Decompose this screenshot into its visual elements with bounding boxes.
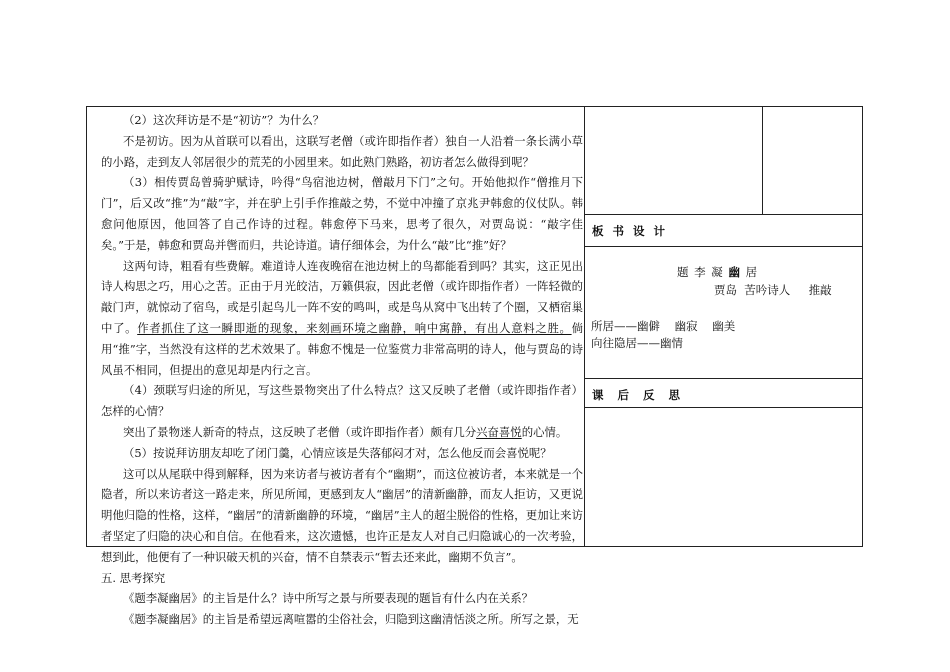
board-design-label: 板书设计 xyxy=(592,224,674,238)
poem-title-end: 居 xyxy=(740,265,759,279)
poem-title-bold: 幽 xyxy=(728,265,741,279)
answer-4-text: 突出了景物迷人新奇的特点，这反映了老僧（或许即指作者）颇有几分 xyxy=(123,424,477,439)
question-4: （4）颈联写归途的所见，写这些景物突出了什么特点？这又反映了老僧（或许即指作者）怎样的心情？ xyxy=(101,383,583,419)
answer-4 xyxy=(101,422,583,443)
section-heading: 五. 思考探究 xyxy=(101,570,166,585)
poem-title xyxy=(677,264,758,280)
board-line-1: 所居——幽僻 幽寂 幽美 xyxy=(591,319,736,333)
question-2: （2）这次拜访是不是“初访”？为什么？ xyxy=(123,113,325,127)
row-divider xyxy=(584,246,863,247)
reflection-label: 课后反思 xyxy=(592,388,694,402)
row-divider xyxy=(584,407,863,408)
answer-3-text: 这两句诗，粗看有些费解。难道诗人连夜晚宿在池边树上的鸟都能看到吗？其实，这正见出诗人构思之巧，用心之苦。正由于月光皎洁，万籁俱寂，因此老僧（或许即指作者）一阵轻微的敲门声，就惊动了宿鸟，或是引起鸟儿一阵不安的鸣叫，或是鸟从窝中飞出转了个圈，又栖宿巢中了。 xyxy=(101,258,583,335)
row-divider xyxy=(584,378,863,379)
board-line-2: 向往隐居——幽情 xyxy=(591,336,683,350)
answer-4-text-end: 的心情。 xyxy=(521,424,568,439)
answer-4-underlined: 兴奋喜悦 xyxy=(476,424,522,439)
question-5: （5）按说拜访朋友却吃了闭门羹，心情应该是失落郁闷才对，怎么他反而会喜悦呢？ xyxy=(123,445,552,460)
section-answer: 《题李凝幽居》的主旨是希望远离喧嚣的尘俗社会，归隐到这幽清恬淡之所。所写之景，无 xyxy=(123,612,579,627)
content-column xyxy=(101,110,583,630)
answer-2: 不是初访。因为从首联可以看出，这联写老僧（或许即指作者）独自一人沿着一条长满小草的小路，走到友人邻居很少的荒芜的小园里来。如此熟门熟路，初访者怎么做得到呢？ xyxy=(101,133,583,169)
row-divider xyxy=(584,214,863,215)
answer-3 xyxy=(101,256,583,381)
answer-5: 这可以从尾联中得到解释，因为来访者与被访者有个“幽期”，而这位被访者，本来就是一个隐者，所以来访者这一路走来，所见所闻，更感到友人“幽居”的清新幽静，而友人拒访，又更说明他归隐的性格，这样，“幽居”的清新幽静的环境，“幽居”主人的超尘脱俗的性格，更加让来访者坚定了归隐的决心和自信。在他看来，这次遗憾，也许正是友人对自己归隐诚心的一次考验，想到此，他便有了一种识破天机的兴奋，情不自禁表示“暂去还来此，幽期不负言”。 xyxy=(101,466,583,564)
answer-3-underlined: 作者抓住了这一瞬即逝的现象，来刻画环境之幽静，响中寓静，有出人意料之胜。 xyxy=(137,320,572,335)
column-divider xyxy=(584,106,585,547)
cell-divider xyxy=(762,106,763,214)
poem-title-text: 题 李 凝 xyxy=(677,265,729,279)
answer-3-text-end: 倘用“推”字，当然没有这样的艺术效果了。韩愈不愧是一位鉴赏力非常高明的诗人，他与贾岛的诗风虽不相同，但提出的意见却是内行之言。 xyxy=(101,320,583,377)
question-3: （3）相传贾岛曾骑驴赋诗，吟得“鸟宿池边树，僧敲月下门”之句。开始他拟作“僧推月下门”，后又改“推”为“敲”字，并在驴上引手作推敲之势，不觉中冲撞了京兆尹韩愈的仪仗队。韩愈问他原因，他回答了自己作诗的过程。韩愈停下马来，思考了很久，对贾岛说：“敲字佳矣。”于是，韩愈和贾岛并辔而归，共论诗道。请仔细体会，为什么“敲”比“推”好？ xyxy=(101,175,583,252)
section-question: 《题李凝幽居》的主旨是什么？诗中所写之景与所要表现的题旨有什么内在关系？ xyxy=(123,591,534,606)
author-line: 贾岛 苦吟诗人 推敲 xyxy=(714,283,832,297)
